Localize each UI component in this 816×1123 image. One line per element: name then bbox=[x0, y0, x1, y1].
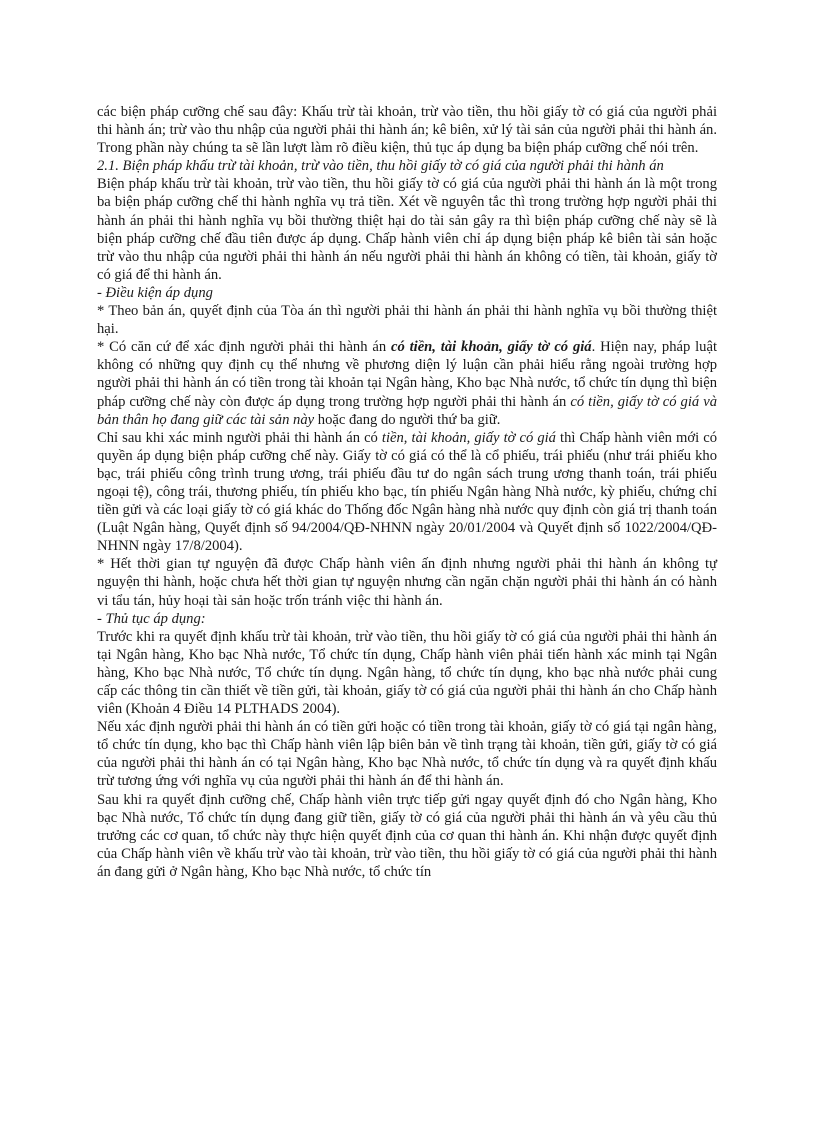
text-run: hoặc đang do người thứ ba giữ. bbox=[314, 411, 501, 428]
paragraph-condition-3: * Hết thời gian tự nguyện đã được Chấp hành viên ấn định nhưng người phải thi hành án không tự nguyện thi hành, hoặc chưa hết thời gian tự nguyện nhưng cần ngăn chặn người phải thi hành án có hành vi tẩu tán, hủy hoại tài sản hoặc trốn tránh việc thi hành án. bbox=[97, 556, 717, 609]
emphasis-text: có tiền, tài khoản, giấy tờ có giá bbox=[390, 339, 592, 356]
text-run: Chỉ sau khi xác minh người phải thi hành án có bbox=[97, 429, 382, 446]
text-run: thì Chấp hành viên mới có quyền áp dụng biện pháp cưỡng chế này. Giấy tờ có giá có thể là cổ phiếu, trái phiếu (như trái phiếu kho bạc, trái phiếu công trình trung ương, trái phiếu đầu tư do ngân sách trung ương thanh toán, trái phiếu ngoại tệ), công trái, thương phiếu, tín phiếu kho bạc, tín phiếu Ngân hàng Nhà nước, kỳ phiếu, chứng chỉ tiền gửi và các loại giấy tờ có giá khác do Thống đốc Ngân hàng nhà nước quy định còn giá trị thanh toán (Luật Ngân hàng, Quyết định số 94/2004/QĐ-NHNN ngày 20/01/2004 và Quyết định số 1022/2004/QĐ-NHNN ngày 17/8/2004). bbox=[97, 429, 717, 555]
text-run: . Hiện nay, pháp luật không có những quy định cụ thể nhưng về phương diện lý luận cần phải hiểu rằng ngoài trường hợp người phải thi hành án có tiền trong tài khoản tại Ngân hàng, Kho bạc Nhà nước, tổ chức tín dụng thì biện pháp cưỡng chế này còn được áp dụng trong trường hợp người phải thi hành án bbox=[97, 339, 717, 410]
paragraph-overview: Biện pháp khấu trừ tài khoản, trừ vào tiền, thu hồi giấy tờ có giá của người phải thi hành án là một trong ba biện pháp cưỡng chế thi hành nghĩa vụ trả tiền. Xét về nguyên tắc thì trong trường hợp người phải thi hành án phải thi hành nghĩa vụ bồi thường thiệt hại do tài sản gây ra thì biện pháp cưỡng chế này sẽ là biện pháp cưỡng chế đầu tiên được áp dụng. Chấp hành viên chỉ áp dụng biện pháp kê biên tài sản hoặc trừ vào thu nhập của người phải thi hành án nếu người phải thi hành án không có tiền, tài khoản, giấy tờ có giá để thi hành án. bbox=[97, 176, 717, 283]
paragraph-procedure-1: Trước khi ra quyết định khấu trừ tài khoản, trừ vào tiền, thu hồi giấy tờ có giá của người phải thi hành án tại Ngân hàng, Kho bạc Nhà nước, Tổ chức tín dụng, Chấp hành viên phải tiến hành xác minh tại Ngân hàng, Kho bạc Nhà nước, Tổ chức tín dụng. Ngân hàng, tổ chức tín dụng, kho bạc nhà nước phải cung cấp các thông tin cần thiết về tiền gửi, tài khoản, giấy tờ có giá của người phải thi hành án cho Chấp hành viên (Khoản 4 Điều 14 PLTHADS 2004). bbox=[97, 628, 717, 718]
emphasis-text: tiền, tài khoản, giấy tờ có giá bbox=[381, 429, 556, 446]
paragraph-procedure-3: Sau khi ra quyết định cưỡng chế, Chấp hành viên trực tiếp gửi ngay quyết định đó cho Ngân hàng, Kho bạc Nhà nước, Tổ chức tín dụng đang giữ tiền, giấy tờ có giá của người phải thi hành án và yêu cầu thủ trưởng các cơ quan, tổ chức này thực hiện quyết định của cơ quan thi hành án. Khi nhận được quyết định của Chấp hành viên về khấu trừ vào tài khoản, trừ vào tiền, thu hồi giấy tờ có giá của người phải thi hành án đang gửi ở Ngân hàng, Kho bạc Nhà nước, tổ chức tín bbox=[97, 791, 717, 880]
paragraph-procedure-2: Nếu xác định người phải thi hành án có tiền gửi hoặc có tiền trong tài khoản, giấy tờ có giá tại ngân hàng, tổ chức tín dụng, kho bạc thì Chấp hành viên lập biên bản về tình trạng tài khoản, tiền gửi, giấy tờ có giá của người phải thi hành án có tại Ngân hàng, Kho bạc Nhà nước, tổ chức tín dụng và ra quyết định khấu trừ tương ứng với nghĩa vụ của người phải thi hành án để thi hành án. bbox=[97, 719, 717, 790]
text-run: * Có căn cứ để xác định người phải thi hành án bbox=[97, 339, 391, 356]
subheading-conditions: - Điều kiện áp dụng bbox=[97, 284, 213, 301]
subheading-procedure: - Thủ tục áp dụng: bbox=[97, 610, 206, 627]
paragraph-intro: các biện pháp cưỡng chế sau đây: Khấu trừ tài khoản, trừ vào tiền, thu hồi giấy tờ có giá của người phải thi hành án; trừ vào thu nhập của người phải thi hành án; kê biên, xử lý tài sản của người phải thi hành án. Trong phần này chúng ta sẽ lần lượt làm rõ điều kiện, thủ tục áp dụng ba biện pháp cưỡng chế nói trên. bbox=[97, 104, 717, 157]
section-heading-2-1: 2.1. Biện pháp khấu trừ tài khoản, trừ vào tiền, thu hồi giấy tờ có giá của người phải thi hành án bbox=[97, 158, 664, 175]
paragraph-verification bbox=[97, 429, 717, 556]
document-page bbox=[97, 103, 717, 881]
emphasis-text: có tiền, giấy tờ có giá và bản thân họ đang giữ các tài sản này bbox=[97, 393, 717, 428]
paragraph-condition-1: * Theo bản án, quyết định của Tòa án thì người phải thi hành án phải thi hành nghĩa vụ bồi thường thiệt hại. bbox=[97, 303, 717, 338]
paragraph-condition-2 bbox=[97, 338, 717, 428]
